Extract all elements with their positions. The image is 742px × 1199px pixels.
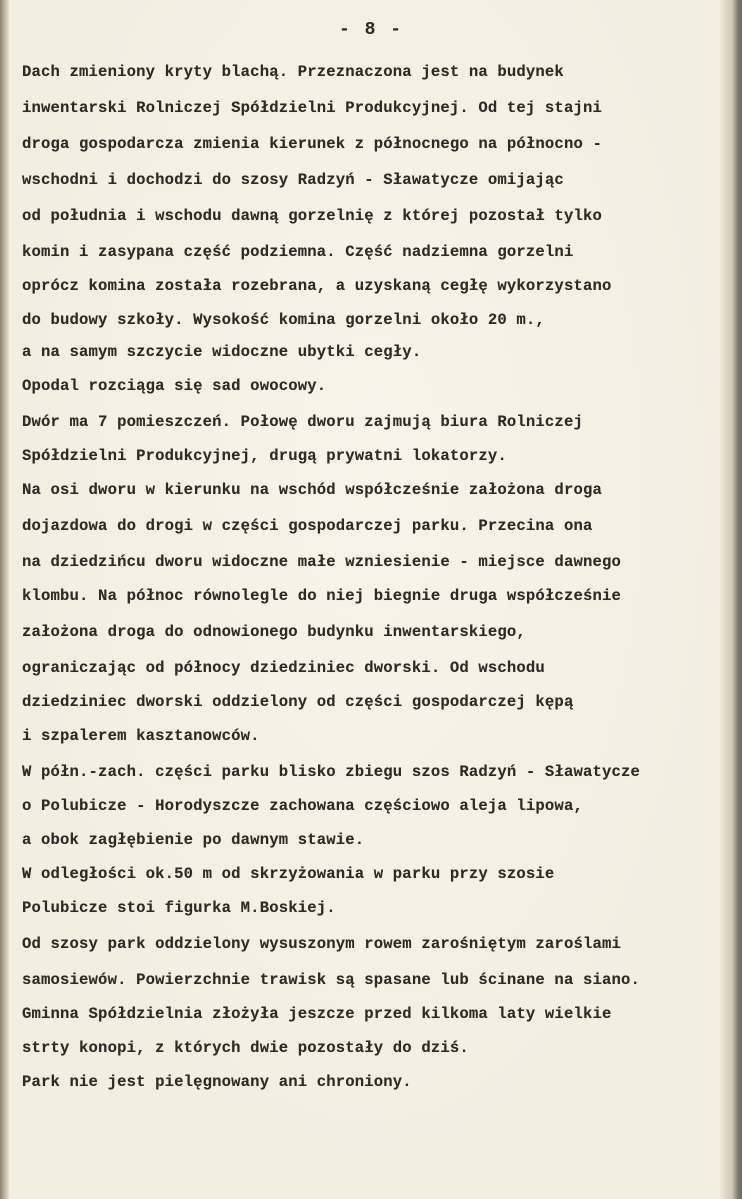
- text-line: Park nie jest pielęgnowany ani chroniony.: [22, 1073, 412, 1091]
- text-line: klombu. Na północ równolegle do niej biegnie druga współcześnie: [22, 587, 621, 605]
- text-line: na dziedzińcu dworu widoczne małe wzniesienie - miejsce dawnego: [22, 553, 621, 571]
- text-line: a obok zagłębienie po dawnym stawie.: [22, 831, 365, 849]
- text-line: W odległości ok.50 m od skrzyżowania w parku przy szosie: [22, 865, 555, 883]
- text-line: oprócz komina została rozebrana, a uzyskaną cegłę wykorzystano: [22, 277, 612, 295]
- text-line: ograniczając od północy dziedziniec dworski. Od wschodu: [22, 659, 545, 677]
- text-line: i szpalerem kasztanowców.: [22, 727, 260, 745]
- page-binding-edge: [0, 0, 9, 1199]
- text-line: od południa i wschodu dawną gorzelnię z której pozostał tylko: [22, 207, 602, 225]
- text-line: inwentarski Rolniczej Spółdzielni Produkcyjnej. Od tej stajni: [22, 99, 602, 117]
- text-line: Na osi dworu w kierunku na wschód współcześnie założona droga: [22, 481, 602, 499]
- text-line: dojazdowa do drogi w części gospodarczej parku. Przecina ona: [22, 517, 593, 535]
- text-line: do budowy szkoły. Wysokość komina gorzelni około 20 m.,: [22, 311, 545, 329]
- text-line: komin i zasypana część podziemna. Część nadziemna gorzelni: [22, 243, 574, 261]
- page-right-edge: [720, 0, 742, 1199]
- text-line: a na samym szczycie widoczne ubytki cegły.: [22, 343, 422, 361]
- text-line: Od szosy park oddzielony wysuszonym rowem zarośniętym zaroślami: [22, 935, 621, 953]
- text-line: Spółdzielni Produkcyjnej, drugą prywatni lokatorzy.: [22, 447, 507, 465]
- text-line: samosiewów. Powierzchnie trawisk są spasane lub ścinane na siano.: [22, 971, 641, 989]
- text-line: droga gospodarcza zmienia kierunek z północnego na północno -: [22, 135, 602, 153]
- text-line: Polubicze stoi figurka M.Boskiej.: [22, 899, 336, 917]
- text-line: dziedziniec dworski oddzielony od części gospodarczej kępą: [22, 693, 574, 711]
- page-number: - 8 -: [338, 20, 403, 40]
- text-line: założona droga do odnowionego budynku inwentarskiego,: [22, 623, 526, 641]
- text-line: W półn.-zach. części parku blisko zbiegu szos Radzyń - Sławatycze: [22, 763, 641, 781]
- text-line: wschodni i dochodzi do szosy Radzyń - Sławatycze omijając: [22, 171, 564, 189]
- text-line: Gminna Spółdzielnia złożyła jeszcze przed kilkoma laty wielkie: [22, 1005, 612, 1023]
- text-line: Opodal rozciąga się sad owocowy.: [22, 377, 327, 395]
- text-line: strty konopi, z których dwie pozostały do dziś.: [22, 1039, 469, 1057]
- text-line: Dach zmieniony kryty blachą. Przeznaczona jest na budynek: [22, 63, 564, 81]
- text-line: o Polubicze - Horodyszcze zachowana częściowo aleja lipowa,: [22, 797, 583, 815]
- text-line: Dwór ma 7 pomieszczeń. Połowę dworu zajmują biura Rolniczej: [22, 413, 583, 431]
